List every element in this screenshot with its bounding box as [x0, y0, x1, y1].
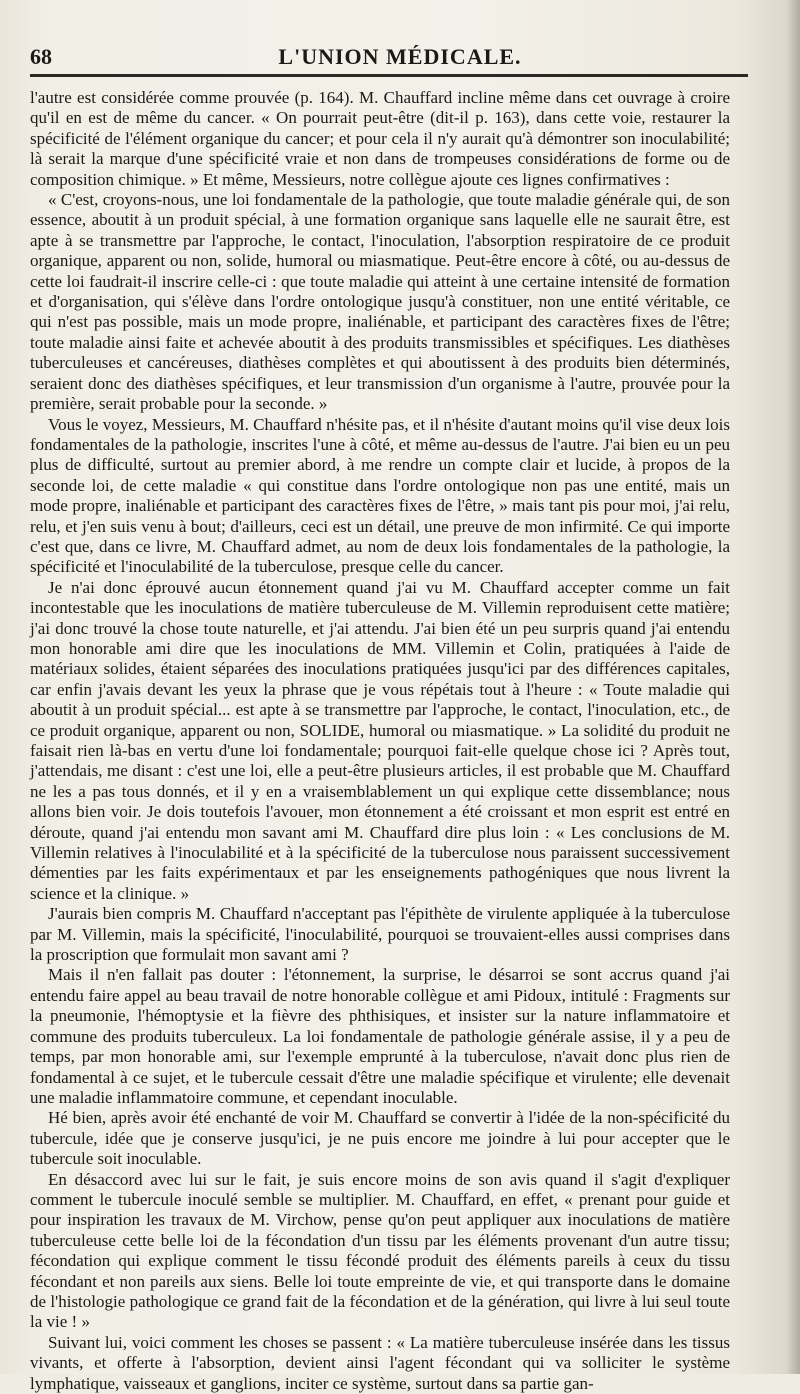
paragraph: « C'est, croyons-nous, une loi fondamentale de la pathologie, que toute maladie générale qui, de son essence, aboutit à un produit spécial, à une formation organique sans laquelle elle ne saurait être, est apte à se transmettre par l'approche, le contact, l'inoculation, l'absorption respiratoire de ce produit organique, apparent ou non, solide, humoral ou miasmatique. Peut-être encore à côté, ou au-dessus de cette loi faudrait-il inscrire celle-ci : que toute maladie qui atteint à une certaine intensité de formation et d'organisation, qui s'élève dans l'ordre ontologique jusqu'à constituer, non une entité véritable, ce qui n'est pas possible, mais un mode propre, inaliénable, et participant des caractères fixes de l'être; toute maladie ainsi faite et achevée aboutit à des produits transmissibles et spécifiques. Les diathèses tuberculeuses et cancéreuses, diathèses complètes et qui aboutissent à des produits bien déterminés, seraient donc des diathèses spécifiques, et leur transmission d'un organisme à l'autre, prouvée pour la première, serait probable pour la seconde. » — [30, 190, 730, 414]
page-header — [30, 44, 770, 74]
paragraph: Hé bien, après avoir été enchanté de voir M. Chauffard se convertir à l'idée de la non-spécificité du tubercule, idée que je conserve jusqu'ici, je ne puis encore me joindre à lui pour accepter que le tubercule soit inoculable. — [30, 1108, 730, 1169]
paragraph: l'autre est considérée comme prouvée (p. 164). M. Chauffard incline même dans cet ouvrage à croire qu'il en est de même du cancer. « On pourrait peut-être (dit-il p. 163), dans cette voie, restaurer la spécificité de l'élément organique du cancer; et pour cela il n'y aurait qu'à démontrer son inoculabilité; là serait la marque d'une spécificité vraie et non dans de trompeuses considérations de forme ou de composition chimique. » Et même, Messieurs, notre collègue ajoute ces lignes confirmatives : — [30, 88, 730, 189]
paragraph: Mais il n'en fallait pas douter : l'étonnement, la surprise, le désarroi se sont accrus quand j'ai entendu faire appel au beau travail de notre honorable collègue et ami Pidoux, intitulé : Fragments sur la pneumonie, l'hémoptysie et la fièvre des phthisiques, et insister sur la nature inflammatoire et commune des produits tuberculeux. La loi fondamentale de pathologie générale assise, il y a peu de temps, par mon honorable ami, sur l'exemple emprunté à la tuberculose, n'avait donc plus rien de fondamental à ce sujet, et le tubercule cessait d'être une maladie spécifique et virulente; elle devenait une maladie inflammatoire commune, et cependant inoculable. — [30, 965, 730, 1107]
body-text — [30, 88, 730, 1394]
paragraph: J'aurais bien compris M. Chauffard n'acceptant pas l'épithète de virulente appliquée à la tuberculose par M. Villemin, mais la spécificité, l'inoculabilité, pourquoi se trouvaient-elles aussi comprises dans la proscription que formulait mon savant ami ? — [30, 904, 730, 965]
paragraph: En désaccord avec lui sur le fait, je suis encore moins de son avis quand il s'agit d'expliquer comment le tubercule inoculé semble se multiplier. M. Chauffard, en effet, « prenant pour guide et pour inspiration les travaux de M. Virchow, pense qu'on peut appliquer aux inoculations de matière tuberculeuse cette belle loi de la fécondation d'un tissu par les éléments provenant d'un autre tissu; fécondation qui explique comment le tissu fécondé produit des éléments pareils à ceux du tissu fécondant et non pareils aux siens. Belle loi toute empreinte de vie, et qui transporte dans le domaine de l'histologie pathologique ce grand fait de la fécondation et de la génération, qui livre à lui seul toute la vie ! » — [30, 1169, 730, 1332]
header-rule — [30, 74, 748, 77]
running-title: L'UNION MÉDICALE. — [278, 44, 522, 69]
page-edge-shadow — [786, 0, 800, 1374]
paragraph: Je n'ai donc éprouvé aucun étonnement quand j'ai vu M. Chauffard accepter comme un fait incontestable que les inoculations de matière tuberculeuse de M. Villemin reproduisent cette matière; j'ai donc trouvé la chose toute naturelle, et j'ai attendu. J'ai bien été un peu surpris quand j'ai entendu mon honorable ami dire que les inoculations de MM. Villemin et Colin, pratiquées à l'aide de matériaux solides, étaient séparées des inoculations pratiquées jusqu'ici par des différences capitales, car enfin j'avais devant les yeux la phrase que je vous répétais tout à l'heure : « Toute maladie qui aboutit à un produit spécial... est apte à se transmettre par l'approche, le contact, l'inoculation, etc., de ce produit organique, apparent ou non, SOLIDE, humoral ou miasmatique. » La solidité du produit ne faisait rien là-bas en vertu d'une loi fondamentale; pourquoi fait-elle quelque chose ici ? Après tout, j'attendais, me disant : c'est une loi, elle a peut-être plusieurs articles, il est probable que M. Chauffard ne les a pas tous donnés, et il y en a vraisemblablement un qui explique cette dissemblance; nous allons bien voir. Je dois toutefois l'avouer, mon étonnement a été croissant et mon esprit est entré en déroute, quand j'ai entendu mon savant ami M. Chauffard dire plus loin : « Les conclusions de M. Villemin relatives à l'inoculabilité et à la spécificité de la tuberculose nous paraissent successivement démenties par les faits expérimentaux et par les enseignements pathogéniques que nous livrent la science et la clinique. » — [30, 577, 730, 903]
page-number: 68 — [30, 44, 52, 69]
paragraph: Vous le voyez, Messieurs, M. Chauffard n'hésite pas, et il n'hésite d'autant moins qu'il vise deux lois fondamentales de la pathologie, inscrites l'une à côté, et même au-dessus de l'autre. J'ai bien eu un peu plus de difficulté, surtout au premier abord, à me rendre un compte clair et lucide, à propos de la seconde loi, de cette maladie « qui constitue dans l'ordre ontologique non pas une entité, mais un mode propre, inaliénable et participant des caractères fixes de l'être, » mais tant pis pour moi, j'ai relu, relu, et j'en suis venu à bout; d'ailleurs, ceci est un détail, une preuve de mon infirmité. Ce qui importe c'est que, dans ce livre, M. Chauffard admet, au nom de deux lois fondamentales de la pathologie, la spécificité et l'inoculabilité de la tuberculose, presque celle du cancer. — [30, 414, 730, 577]
paragraph: Suivant lui, voici comment les choses se passent : « La matière tuberculeuse insérée dans les tissus vivants, et offerte à l'absorption, devient ainsi l'agent fécondant qui va solliciter le système lymphatique, vaisseaux et ganglions, inciter ce système, surtout dans sa partie gan- — [30, 1332, 730, 1393]
